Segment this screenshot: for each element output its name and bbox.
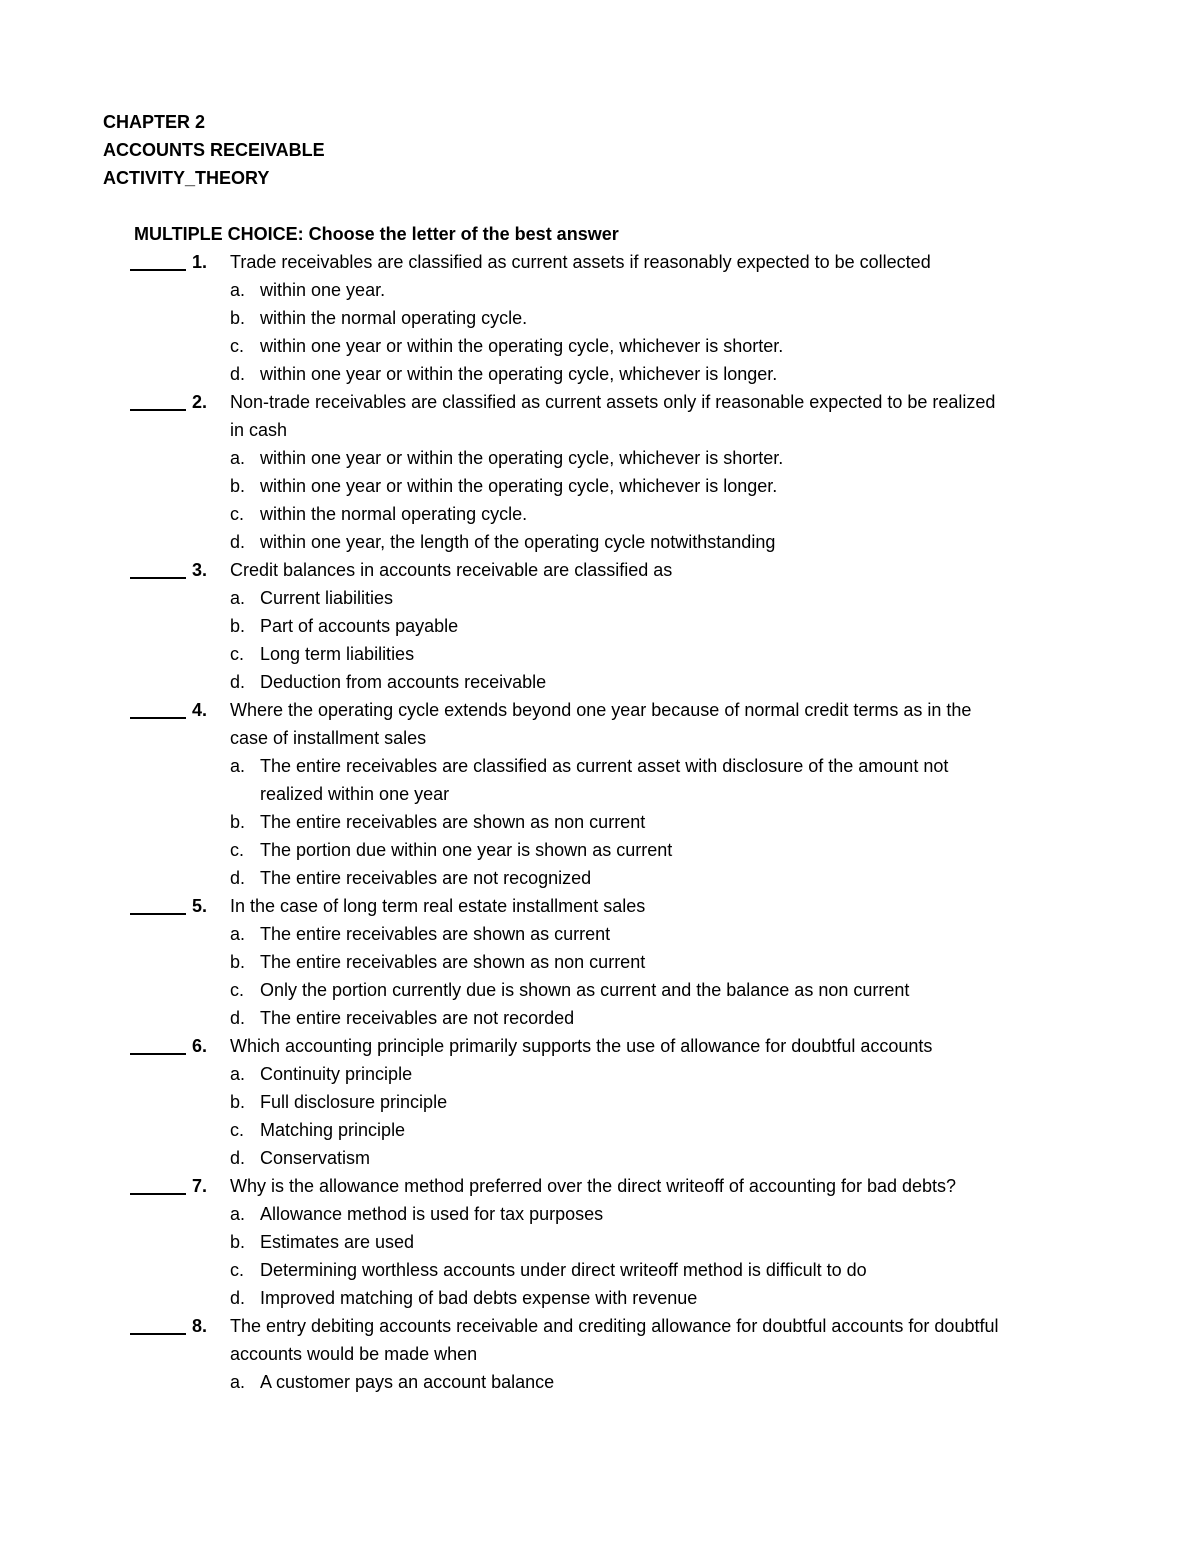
option-text: The entire receivables are not recognized [260, 868, 592, 888]
option-letter: b. [230, 1232, 246, 1252]
option-text: Matching principle [260, 1120, 406, 1140]
answer-option [230, 976, 1010, 1004]
question-item [0, 1312, 1200, 1396]
answer-blank[interactable] [130, 913, 186, 915]
question-item [0, 248, 1200, 388]
topic-title: ACCOUNTS RECEIVABLE [103, 140, 325, 160]
option-text: Deduction from accounts receivable [260, 672, 547, 692]
answer-option [230, 1284, 1010, 1312]
answer-option [230, 276, 1010, 304]
answer-blank[interactable] [130, 1053, 186, 1055]
option-letter: a. [230, 588, 246, 608]
option-letter: a. [230, 280, 246, 300]
answer-option [230, 1088, 1010, 1116]
answer-blank[interactable] [130, 269, 186, 271]
answer-option [230, 864, 1010, 892]
question-text: Which accounting principle primarily supports the use of allowance for doubtful accounts [230, 1036, 933, 1056]
answer-blank[interactable] [130, 409, 186, 411]
option-letter: c. [230, 504, 245, 524]
option-letter: b. [230, 1092, 246, 1112]
question-text: Why is the allowance method preferred over the direct writeoff of accounting for bad debts? [230, 1176, 957, 1196]
question-number: 6. [192, 1036, 208, 1056]
answer-option [230, 1060, 1010, 1088]
option-text: Only the portion currently due is shown as current and the balance as non current [260, 980, 910, 1000]
question-number: 1. [192, 252, 208, 272]
answer-option [230, 920, 1010, 948]
option-text: within the normal operating cycle. [260, 308, 528, 328]
option-text: within one year, the length of the operating cycle notwithstanding [260, 532, 776, 552]
option-text: The entire receivables are classified as current asset with disclosure of the amount not realized within one year [260, 756, 949, 804]
answer-option [230, 808, 1010, 836]
question-number: 5. [192, 896, 208, 916]
option-letter: a. [230, 448, 246, 468]
option-letter: c. [230, 644, 245, 664]
option-text: within one year or within the operating cycle, whichever is longer. [260, 364, 778, 384]
option-letter: b. [230, 952, 246, 972]
answer-option [230, 304, 1010, 332]
option-letter: a. [230, 1064, 246, 1084]
chapter-title: CHAPTER 2 [103, 112, 206, 132]
option-text: Determining worthless accounts under direct writeoff method is difficult to do [260, 1260, 867, 1280]
question-text: Non-trade receivables are classified as current assets only if reasonable expected to be realized in cash [230, 392, 996, 440]
question-item [0, 1172, 1200, 1312]
question-item [0, 556, 1200, 696]
option-text: Current liabilities [260, 588, 394, 608]
option-text: within one year or within the operating cycle, whichever is shorter. [260, 336, 784, 356]
answer-option [230, 752, 1010, 808]
option-letter: d. [230, 364, 246, 384]
option-text: Full disclosure principle [260, 1092, 448, 1112]
question-item [0, 892, 1200, 1032]
question-list [0, 248, 1200, 1396]
option-text: The entire receivables are shown as non current [260, 952, 646, 972]
answer-option [230, 584, 1010, 612]
answer-option [230, 836, 1010, 864]
option-text: The entire receivables are shown as current [260, 924, 611, 944]
option-text: Part of accounts payable [260, 616, 459, 636]
option-letter: a. [230, 1372, 246, 1392]
option-letter: b. [230, 308, 246, 328]
answer-option [230, 332, 1010, 360]
instructions-heading: MULTIPLE CHOICE: Choose the letter of the best answer [134, 224, 619, 244]
option-text: Allowance method is used for tax purposes [260, 1204, 604, 1224]
question-number: 7. [192, 1176, 208, 1196]
question-text: Where the operating cycle extends beyond one year because of normal credit terms as in the case of installment sales [230, 700, 972, 748]
option-letter: d. [230, 532, 246, 552]
option-text: Improved matching of bad debts expense with revenue [260, 1288, 698, 1308]
answer-option [230, 1228, 1010, 1256]
question-text: Credit balances in accounts receivable are classified as [230, 560, 673, 580]
option-text: within one year or within the operating cycle, whichever is longer. [260, 476, 778, 496]
question-item [0, 1032, 1200, 1172]
option-letter: a. [230, 756, 246, 776]
document-header [103, 108, 1003, 192]
answer-option [230, 444, 1010, 472]
option-text: within one year. [260, 280, 386, 300]
option-letter: c. [230, 980, 245, 1000]
answer-option [230, 668, 1010, 696]
option-letter: a. [230, 924, 246, 944]
question-text: Trade receivables are classified as current assets if reasonably expected to be collected [230, 252, 931, 272]
answer-option [230, 1368, 1010, 1396]
option-text: Estimates are used [260, 1232, 415, 1252]
question-number: 8. [192, 1316, 208, 1336]
option-letter: c. [230, 336, 245, 356]
answer-option [230, 1256, 1010, 1284]
option-text: within the normal operating cycle. [260, 504, 528, 524]
answer-blank[interactable] [130, 577, 186, 579]
option-letter: d. [230, 672, 246, 692]
question-number: 3. [192, 560, 208, 580]
option-text: Continuity principle [260, 1064, 413, 1084]
option-letter: d. [230, 1288, 246, 1308]
option-letter: d. [230, 1148, 246, 1168]
option-letter: a. [230, 1204, 246, 1224]
answer-blank[interactable] [130, 717, 186, 719]
answer-option [230, 1004, 1010, 1032]
option-text: The entire receivables are shown as non current [260, 812, 646, 832]
answer-option [230, 472, 1010, 500]
option-text: Conservatism [260, 1148, 371, 1168]
answer-option [230, 1144, 1010, 1172]
answer-option [230, 528, 1010, 556]
question-text: The entry debiting accounts receivable and crediting allowance for doubtful accounts for doubtful accounts would be made when [230, 1316, 999, 1364]
option-letter: b. [230, 812, 246, 832]
answer-option [230, 1116, 1010, 1144]
answer-option [230, 640, 1010, 668]
question-number: 4. [192, 700, 208, 720]
option-letter: b. [230, 476, 246, 496]
answer-option [230, 1200, 1010, 1228]
option-letter: c. [230, 1120, 245, 1140]
option-letter: d. [230, 1008, 246, 1028]
answer-blank[interactable] [130, 1333, 186, 1335]
question-item [0, 696, 1200, 892]
option-letter: d. [230, 868, 246, 888]
answer-option [230, 948, 1010, 976]
option-text: Long term liabilities [260, 644, 415, 664]
activity-title: ACTIVITY_THEORY [103, 168, 270, 188]
option-letter: b. [230, 616, 246, 636]
option-text: The entire receivables are not recorded [260, 1008, 575, 1028]
option-text: The portion due within one year is shown as current [260, 840, 673, 860]
answer-option [230, 500, 1010, 528]
answer-option [230, 360, 1010, 388]
option-letter: c. [230, 840, 245, 860]
question-number: 2. [192, 392, 208, 412]
option-text: within one year or within the operating cycle, whichever is shorter. [260, 448, 784, 468]
answer-blank[interactable] [130, 1193, 186, 1195]
option-letter: c. [230, 1260, 245, 1280]
answer-option [230, 612, 1010, 640]
question-text: In the case of long term real estate installment sales [230, 896, 646, 916]
question-item [0, 388, 1200, 556]
option-text: A customer pays an account balance [260, 1372, 555, 1392]
